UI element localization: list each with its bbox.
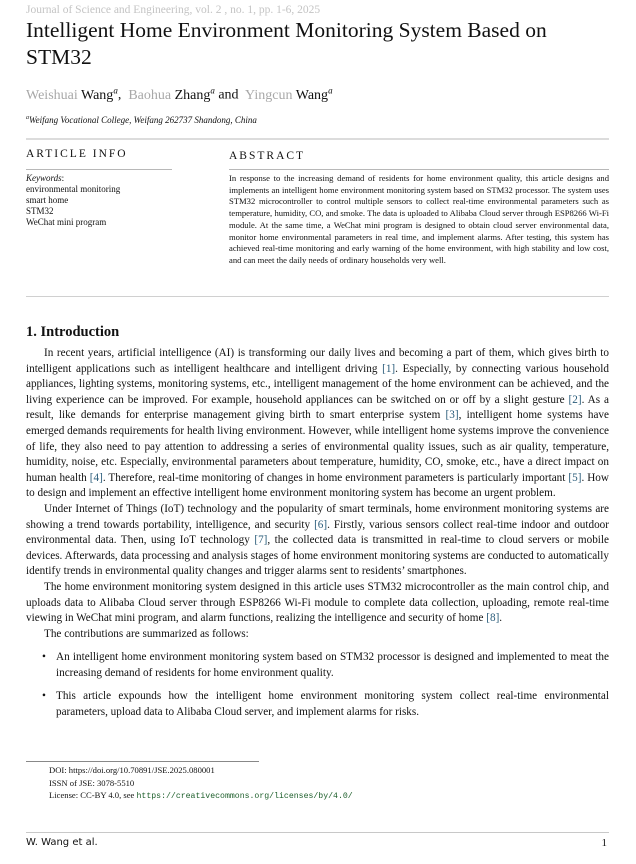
paper-title: Intelligent Home Environment Monitoring System Based on STM32 (26, 18, 547, 69)
journal-citation-line: Journal of Science and Engineering, vol. 2 , no. 1, pp. 1-6, 2025 (26, 4, 321, 16)
keyword: environmental monitoring (26, 184, 121, 194)
license-link[interactable]: https://creativecommons.org/licenses/by/4.0/ (136, 792, 353, 801)
keyword: smart home (26, 195, 69, 205)
header-divider (26, 138, 609, 140)
page-number: 1 (601, 837, 607, 849)
citation-link[interactable]: [8] (486, 612, 500, 625)
article-info-divider (26, 169, 172, 170)
article-info-heading: ARTICLE INFO (26, 148, 128, 160)
bullet-icon: • (42, 651, 46, 664)
keywords-label: Keywords (26, 173, 62, 183)
list-item: • An intelligent home environment monitoring system based on STM32 processor is designed and implemented to meat the increasing demand of residents for home environment quality. (42, 651, 609, 679)
abstract-heading: ABSTRACT (229, 150, 306, 162)
citation-link[interactable]: [7] (254, 534, 268, 547)
citation-link[interactable]: [2] (568, 393, 582, 406)
footer-divider (26, 832, 609, 833)
author[interactable]: Yingcun Wang$^a$ (245, 85, 333, 103)
section-heading-introduction: 1. Introduction (26, 324, 120, 340)
abstract-text: In response to the increasing demand of residents for home environment quality, this article designs and implements an intelligent home environment monitoring system based on STM32 processor. The system uses STM32 microcontroller to control multiple sensors to collect real-time environmental parameters such as temperature, humidity, CO, and smoke. The data is uploaded to Alibaba Cloud server through ESP8266 Wi-Fi module. At the same time, a WeChat mini program is designed to obtain cloud server environmental data, monitor home environmental parameters in real time, and implement alarms. After testing, this system has achieved real-time monitoring and early warning of the home environment, with high stability and low cost, and can meet the daily needs of ordinary households very well. (229, 173, 609, 265)
abstract-divider (229, 169, 609, 170)
paragraph: In recent years, artificial intelligence (AI) is transforming our daily lives and becoming a part of them, which gives birth to intelligent applications such as intelligent healthcare and intelligent driving [1]. Especially, by connecting various household appliances, lighting systems, monitoring systems, etc., intelligent management of the home environment can be achieved, and the living experience can be improved. For example, household appliances can be switched on or off by a slight gesture [2]. As a result, like demands for enterprise management giving birth to smart enterprise system [3], intelligent home systems have emerged demands requirements for health living environment. However, while intelligent home systems improve the convenience of life, they also need to pay attention to addressing a series of environmental quality issues, such as air quality, temperature, humidity, noise, etc. Especially, environmental parameters about temperature, humidity, CO, smoke, etc., have a direct impact on human health [4]. Therefore, real-time monitoring of changes in home environment parameters is particularly important [5]. How to design and implement an effective intelligent home environment monitoring system has become an urgent problem. (26, 347, 609, 500)
citation-link[interactable]: [1] (382, 362, 396, 375)
license-line: License: CC-BY 4.0, see https://creativecommons.org/licenses/by/4.0/ (49, 790, 353, 801)
list-item: • This article expounds how the intelligent home environment monitoring system collect real-time environmental parameters, upload data to Alibaba Cloud server, and implement alarms for risks. (42, 690, 609, 719)
citation-link[interactable]: [4] (89, 471, 103, 484)
doi-line[interactable]: DOI: https://doi.org/10.70891/JSE.2025.080001 (49, 765, 215, 775)
keywords-block: Keywords: environmental monitoring smart home STM32 WeChat mini program (26, 173, 121, 227)
author-list: Weishuai Wang$^a$, Baohua Zhang$^a$ and Yingcun Wang$^a$ (26, 85, 333, 103)
citation-link[interactable]: [3] (445, 409, 459, 422)
bullet-icon: • (42, 690, 46, 703)
paragraph: Under Internet of Things (IoT) technology and the popularity of smart terminals, home environment monitoring systems are showing a trend towards portability, intelligence, and security [6]. Firstly, various sensors collect real-time indoor and outdoor environmental data. Then, using IoT technology [7], the collected data is transmitted in real-time to cloud servers or mobile devices. Afterwards, data processing and analysis stages of home environment monitoring systems are conducted to automatically identify trends in environmental quality changes and trigger alarms sent to residents’ smartphones. (26, 502, 609, 578)
footnotes (49, 764, 353, 804)
issn-line: ISSN of JSE: 3078-5510 (49, 777, 135, 788)
running-author: W. Wang et al. (26, 837, 98, 848)
keyword: WeChat mini program (26, 217, 107, 227)
affiliation: $^a$Weifang Vocational College, Weifang 262737 Shandong, China (26, 115, 257, 125)
introduction-body (26, 346, 609, 729)
author[interactable]: Weishuai Wang$^a$ (26, 85, 118, 103)
author[interactable]: Baohua Zhang$^a$ (128, 85, 215, 103)
footnote-divider (26, 761, 259, 762)
paragraph: The home environment monitoring system designed in this article uses STM32 microcontroller as the main control chip, and uploads data to Alibaba Cloud server through ESP8266 Wi-Fi module to complete data collection, uploading, remote real-time viewing in WeChat mini program, and alarm functions, realizing the intelligence and security of home [8]. (26, 580, 609, 625)
contributions-list (26, 650, 609, 720)
keyword: STM32 (26, 206, 54, 216)
citation-link[interactable]: [5] (568, 471, 582, 484)
citation-link[interactable]: [6] (314, 518, 328, 531)
abstract-end-divider (26, 296, 609, 297)
paragraph: The contributions are summarized as follows: (44, 627, 249, 640)
